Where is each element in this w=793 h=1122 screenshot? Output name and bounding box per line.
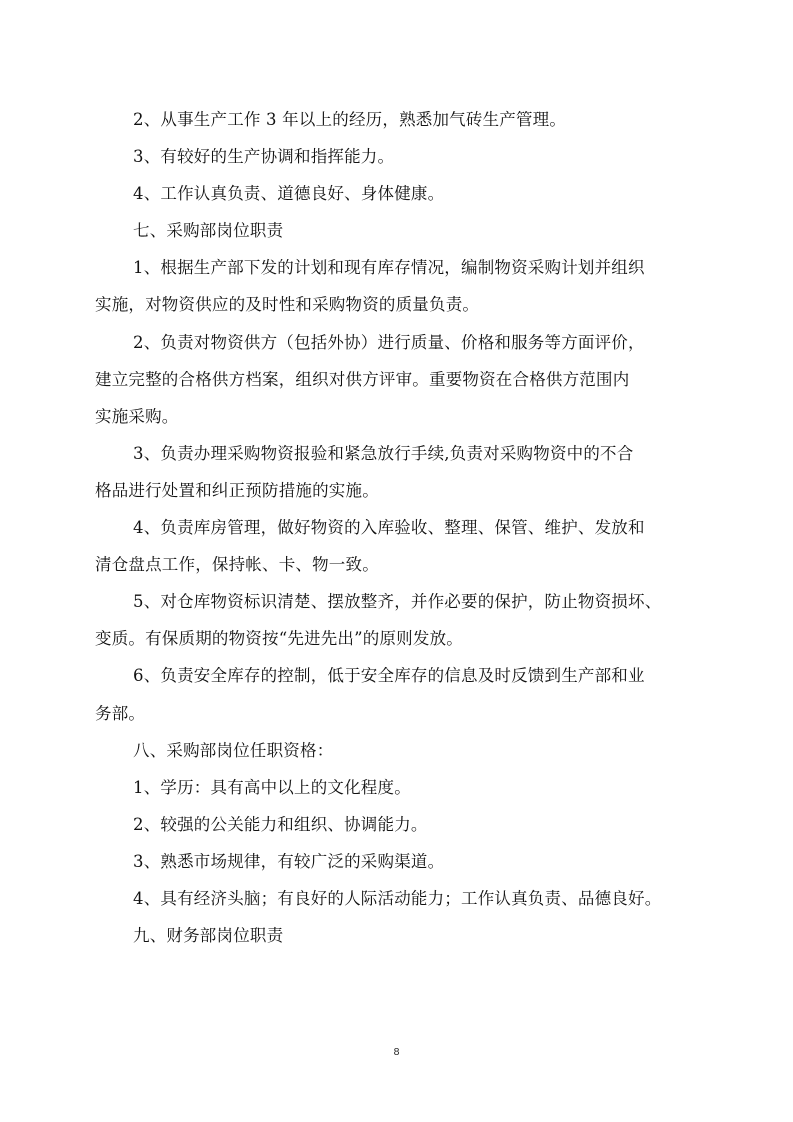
list-item-education: 1、学历：具有高中以上的文化程度。 [133,777,411,797]
paragraph-line: 建立完整的合格供方档案，组织对供方评审。重要物资在合格供方范围内 [95,369,630,389]
paragraph-line: 2、负责对物资供方（包括外协）进行质量、价格和服务等方面评价， [133,332,645,352]
paragraph-line: 实施采购。 [95,406,179,426]
paragraph-line: 4、负责库房管理，做好物资的入库验收、整理、保管、维护、发放和 [133,518,645,538]
list-item-coordination-ability: 3、有较好的生产协调和指挥能力。 [133,147,395,167]
paragraph-line: 清仓盘点工作，保持帐、卡、物一致。 [95,555,379,575]
list-item-economic-sense: 4、具有经济头脑；有良好的人际活动能力；工作认真负责、品德良好。 [133,888,662,908]
page-number: 8 [393,1047,400,1058]
paragraph-line: 1、根据生产部下发的计划和现有库存情况，编制物资采购计划并组织 [133,258,645,278]
paragraph-line: 格品进行处置和纠正预防措施的实施。 [95,480,379,500]
paragraph-line: 变质。有保质期的物资按“先进先出”的原则发放。 [95,629,463,649]
list-item-market-knowledge: 3、熟悉市场规律，有较广泛的采购渠道。 [133,851,445,871]
paragraph-line: 6、负责安全库存的控制，低于安全库存的信息及时反馈到生产部和业 [133,666,645,686]
section-heading-purchasing-duties: 七、采购部岗位职责 [133,221,284,241]
list-item-pr-ability: 2、较强的公关能力和组织、协调能力。 [133,814,428,834]
paragraph-line: 务部。 [95,703,146,723]
section-heading-finance-duties: 九、财务部岗位职责 [133,926,284,946]
document-body [95,101,705,954]
list-item-production-experience: 2、从事生产工作 3 年以上的经历，熟悉加气砖生产管理。 [133,110,567,129]
paragraph-line: 3、负责办理采购物资报验和紧急放行手续,负责对采购物资中的不合 [133,443,634,463]
section-heading-purchasing-qualifications: 八、采购部岗位任职资格： [133,740,334,760]
paragraph-line: 5、对仓库物资标识清楚、摆放整齐，并作必要的保护，防止物资损坏、 [133,592,662,612]
paragraph-line: 实施，对物资供应的及时性和采购物资的质量负责。 [95,295,480,315]
list-item-work-attitude: 4、工作认真负责、道德良好、身体健康。 [133,184,445,204]
